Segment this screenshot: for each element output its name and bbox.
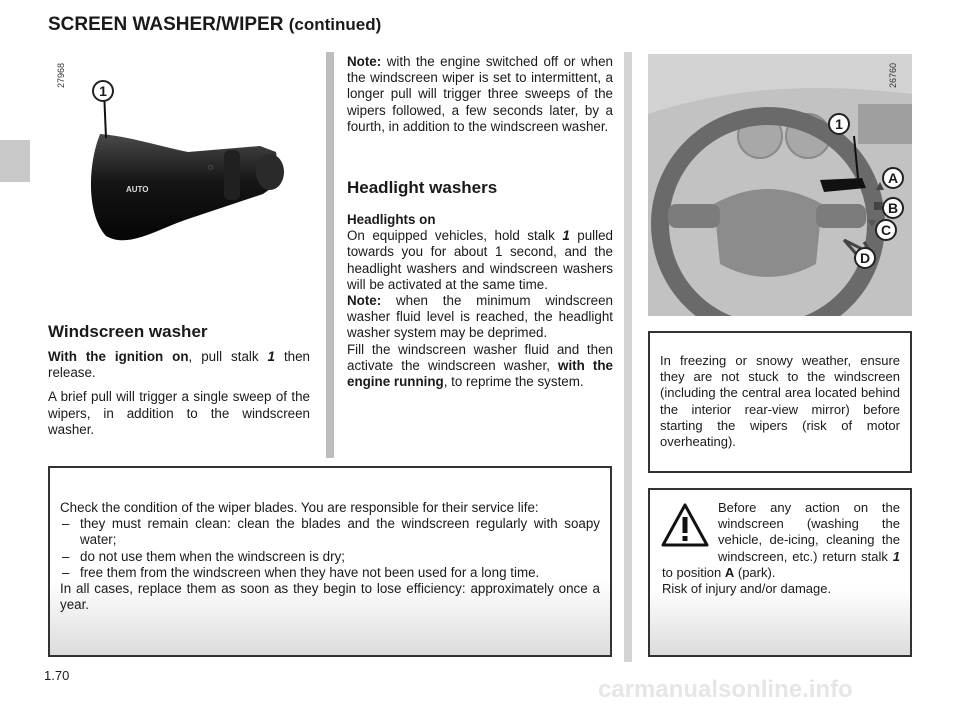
windscreen-washer-heading: Windscreen washer [48, 322, 208, 341]
stalk-end-knob [256, 154, 284, 190]
blades-outro: In all cases, replace them as soon as they begin to lose efficiency: approximately once a year. [60, 581, 600, 613]
warning-box [648, 488, 912, 657]
wheel-hub [714, 189, 822, 277]
stalk-figure [48, 54, 322, 300]
figure-callout-d: D [854, 247, 876, 269]
wiper-stalk-illustration [48, 54, 322, 300]
page-number: 1.70 [44, 668, 70, 683]
list-item: – do not use them when the windscreen is dry; [60, 549, 600, 565]
figure-callout-1: 1 [92, 80, 114, 102]
chapter-side-tab [0, 140, 30, 182]
washer-para-1: With the ignition on, pull stalk 1 then release. [48, 349, 311, 381]
freezing-weather-box [648, 331, 912, 473]
footer-watermark: carmanualsonline.info [598, 676, 853, 703]
figure-ref-code: 27968 [56, 62, 66, 88]
wiper-blades-box [48, 466, 612, 657]
blades-list [60, 516, 600, 581]
stalk-body [91, 134, 280, 240]
steering-wheel-illustration [648, 54, 912, 316]
column-divider-right [624, 52, 632, 662]
washer-para-2: A brief pull will trigger a single sweep of the wipers, in addition to the windscreen washer. [48, 389, 310, 437]
figure-callout-b: B [882, 197, 904, 219]
freezing-weather-text: In freezing or snowy weather, ensure they are not stuck to the windscreen (including the central area located behind the interior rear-view mirror) before starting the wipers (risk of motor overheating). [660, 353, 900, 450]
headlight-washers-text: Headlights on On equipped vehicles, hold stalk 1 pulled towards you for about 1 second, and the headlight washers and windscreen washers will be activated at the same time. Note: when the minimum windscreen washer fluid level is reached, the headlight washer system may be deprimed. Fill the windscreen washer fluid and then activate the windscreen washer, with the engine running, to reprime the system. [347, 212, 613, 390]
column-divider-left [326, 52, 334, 458]
warning-risk: Risk of injury and/or damage. [662, 581, 832, 597]
warning-triangle-icon [660, 502, 710, 548]
list-item: – free them from the windscreen when they have not been used for a long time. [60, 565, 600, 581]
stalk-ring [224, 150, 240, 200]
headlight-washers-heading: Headlight washers [347, 178, 498, 197]
intermittent-note: Note: with the engine switched off or when the windscreen wiper is set to intermittent, a longer pull will trigger three sweeps of the wipers followed, a few seconds later, by a fourth, in addition to the windscreen washer. [347, 54, 613, 134]
headlights-on-subheading: Headlights on [347, 212, 436, 227]
warning-text: Before any action on the windscreen (washing the vehicle, de-icing, cleaning the windscreen, etc.) return stalk 1 to position A (park). Risk of injury and/or damage. [662, 500, 900, 597]
blades-intro: Check the condition of the wiper blades. You are responsible for their service life: [60, 500, 539, 515]
figure-ref-code-right: 26760 [888, 62, 898, 88]
steering-wheel-figure [648, 54, 912, 316]
title-suffix: (continued) [288, 15, 382, 34]
figure-callout-1-right: 1 [828, 113, 850, 135]
figure-callout-a: A [882, 167, 904, 189]
svg-text:◌: ◌ [208, 162, 214, 172]
windscreen-washer-text [48, 349, 310, 438]
stalk-auto-label: AUTO [126, 185, 149, 194]
figure-callout-c: C [875, 219, 897, 241]
page-title: SCREEN WASHER/WIPER (continued) [48, 14, 382, 35]
list-item: – they must remain clean: clean the blades and the windscreen regularly with soapy water; [60, 516, 600, 548]
